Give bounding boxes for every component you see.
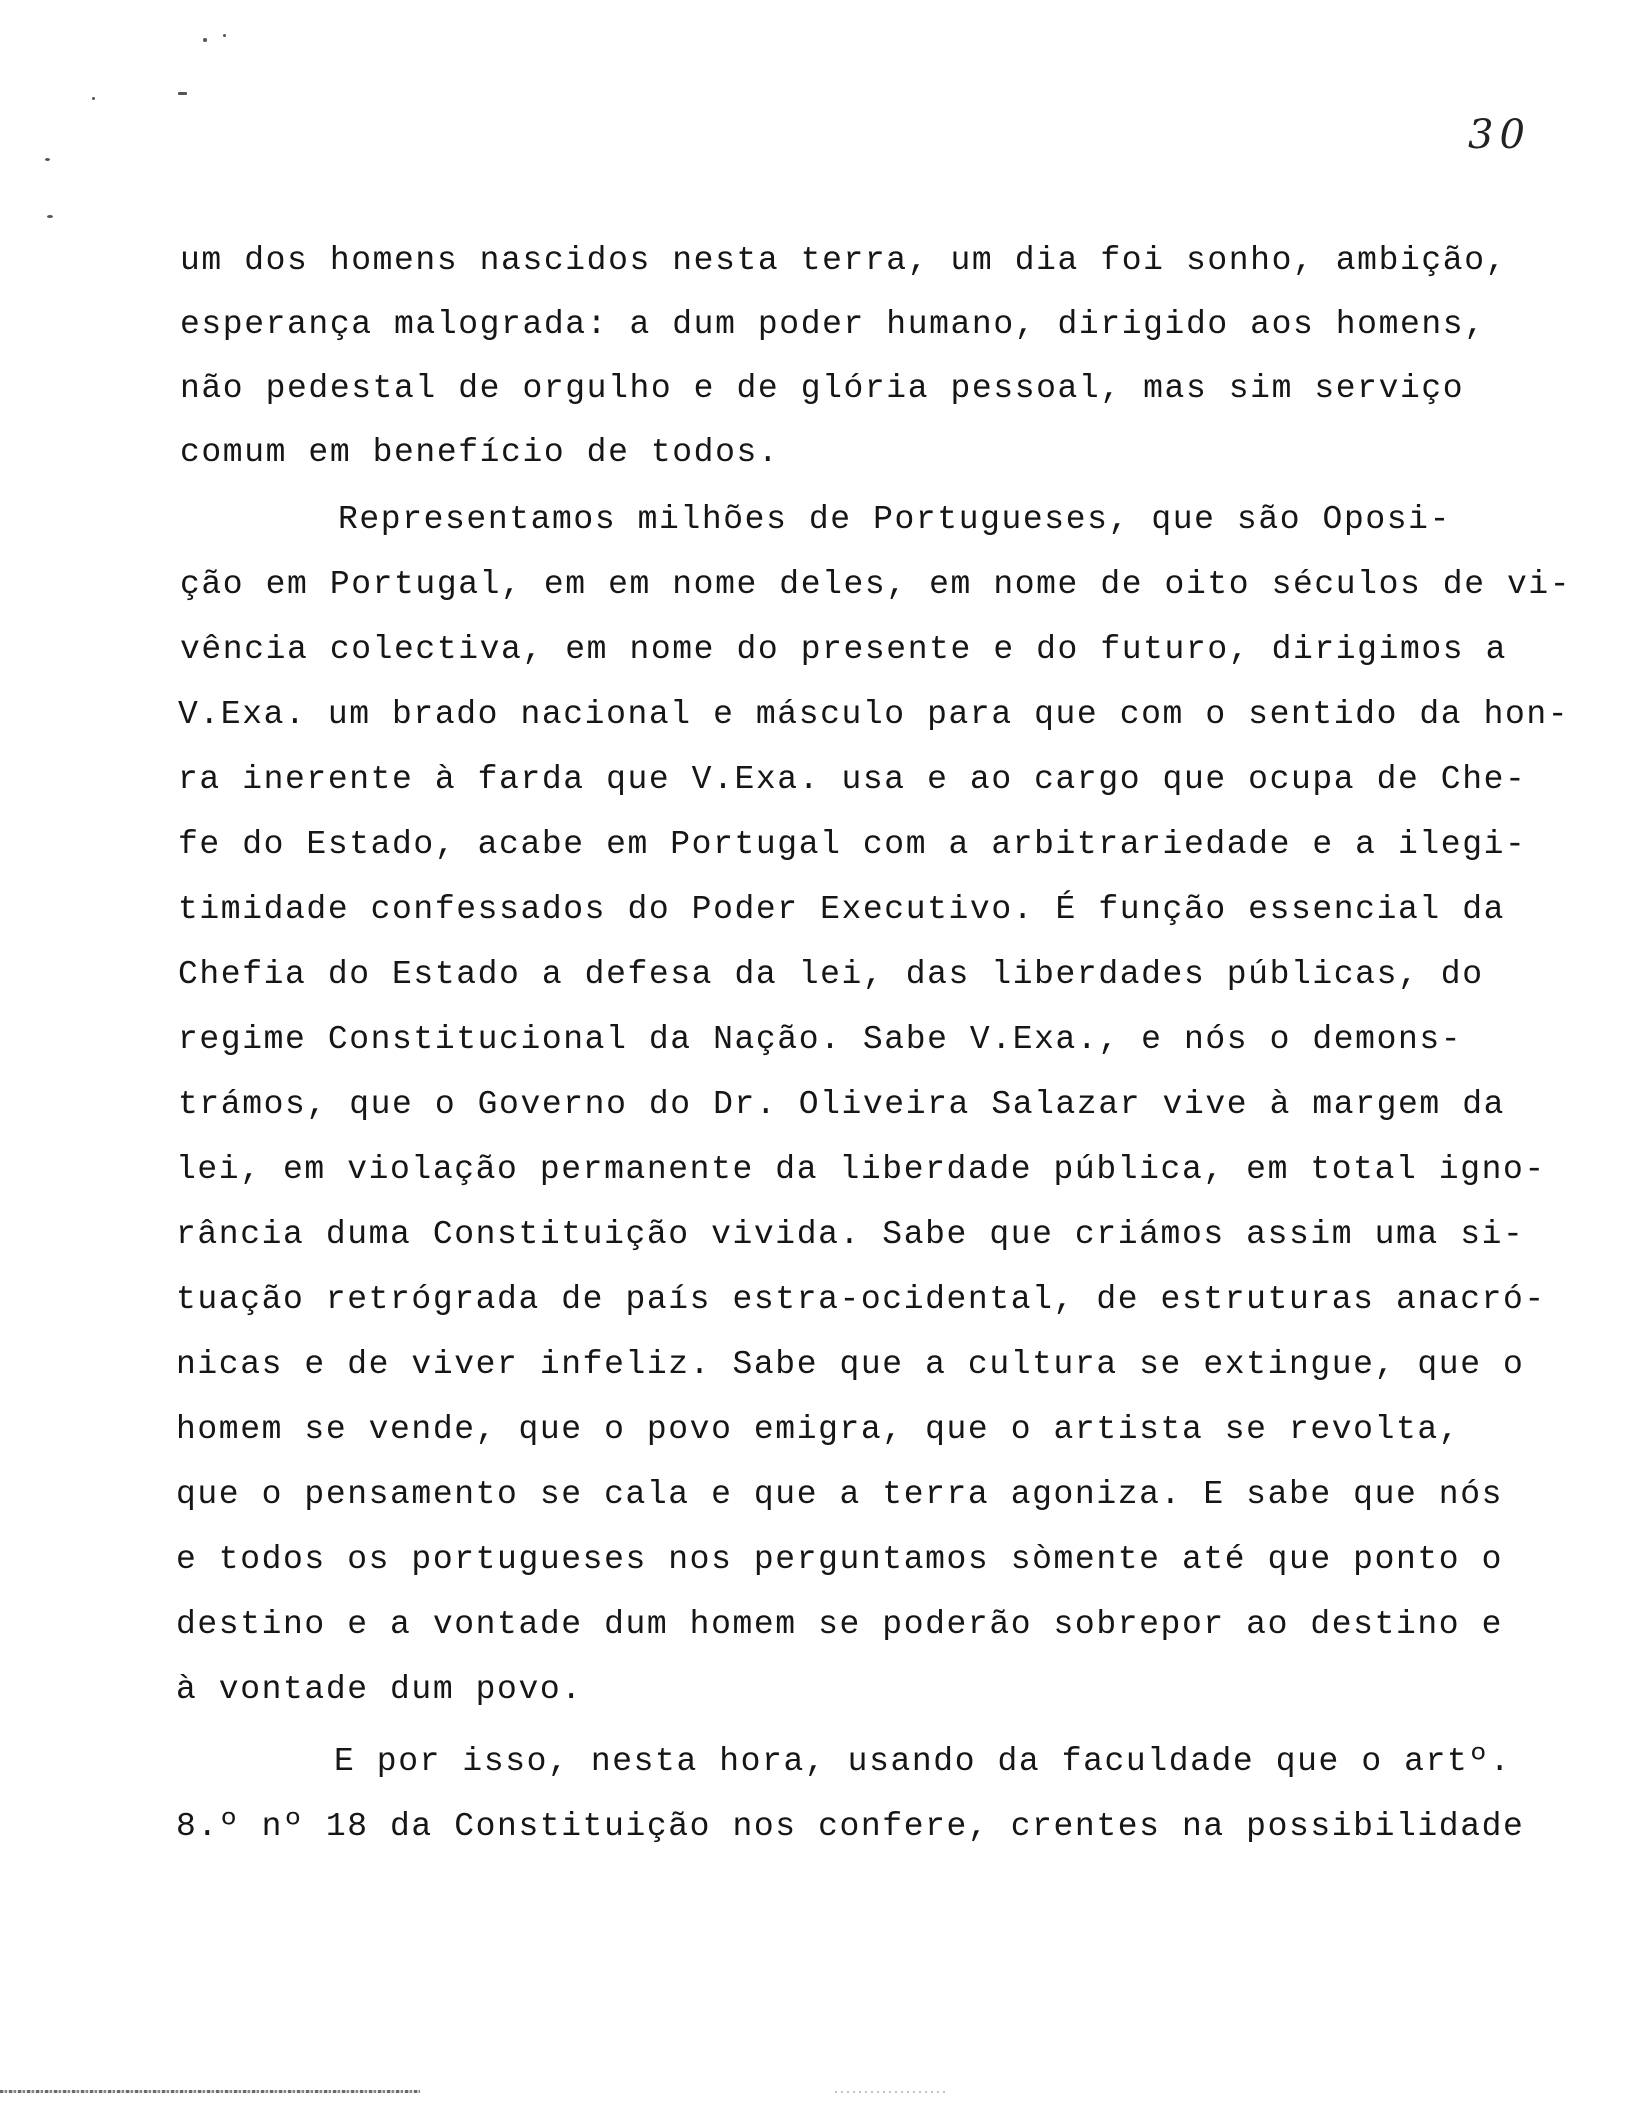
- text-line: comum em benefício de todos.: [180, 434, 780, 471]
- text-line: um dos homens nascidos nesta terra, um dia foi sonho, ambição,: [180, 242, 1507, 279]
- text-line: nicas e de viver infeliz. Sabe que a cultura se extingue, que o: [176, 1346, 1525, 1383]
- paragraph-start-line: Representamos milhões de Portugueses, que são Oposi-: [338, 501, 1451, 538]
- text-line: Chefia do Estado a defesa da lei, das liberdades públicas, do: [178, 956, 1484, 993]
- text-line: timidade confessados do Poder Executivo. É função essencial da: [178, 891, 1505, 928]
- text-line: fe do Estado, acabe em Portugal com a arbitrariedade e a ilegi-: [178, 826, 1527, 863]
- text-line: esperança malograda: a dum poder humano, dirigido aos homens,: [180, 306, 1486, 343]
- page-number: 30: [1468, 112, 1531, 158]
- text-line: que o pensamento se cala e que a terra agoniza. E sabe que nós: [176, 1476, 1503, 1513]
- scan-speck: [47, 215, 53, 218]
- scan-speck: [178, 92, 187, 95]
- text-line: não pedestal de orgulho e de glória pessoal, mas sim serviço: [180, 370, 1465, 407]
- text-line: lei, em violação permanente da liberdade pública, em total igno-: [176, 1151, 1546, 1188]
- scan-speck: [223, 34, 226, 37]
- scan-speck: [92, 97, 95, 100]
- paragraph-start-line: E por isso, nesta hora, usando da faculdade que o artº.: [334, 1743, 1512, 1780]
- text-line: trámos, que o Governo do Dr. Oliveira Salazar vive à margem da: [178, 1086, 1505, 1123]
- text-line: e todos os portugueses nos perguntamos sòmente até que ponto o: [176, 1541, 1503, 1578]
- scan-speck: [203, 38, 207, 42]
- text-line: ra inerente à farda que V.Exa. usa e ao cargo que ocupa de Che-: [178, 761, 1527, 798]
- text-line: vência colectiva, em nome do presente e do futuro, dirigimos a: [180, 631, 1507, 668]
- text-line: V.Exa. um brado nacional e másculo para que com o sentido da hon-: [178, 696, 1570, 733]
- text-line: rância duma Constituição vivida. Sabe que criámos assim uma si-: [176, 1216, 1525, 1253]
- scan-speck: [45, 158, 50, 161]
- text-line: ção em Portugal, em em nome deles, em nome de oito séculos de vi-: [180, 566, 1572, 603]
- text-line: 8.º nº 18 da Constituição nos confere, crentes na possibilidade: [176, 1808, 1525, 1845]
- text-line: à vontade dum povo.: [176, 1671, 583, 1708]
- text-line: destino e a vontade dum homem se poderão sobrepor ao destino e: [176, 1606, 1503, 1643]
- text-line: regime Constitucional da Nação. Sabe V.Exa., e nós o demons-: [178, 1021, 1463, 1058]
- text-line: homem se vende, que o povo emigra, que o artista se revolta,: [176, 1411, 1461, 1448]
- text-line: tuação retrógrada de país estra-ocidental, de estruturas anacró-: [176, 1281, 1546, 1318]
- scan-edge-artifact: [835, 2091, 945, 2093]
- scan-edge-artifact: [0, 2090, 420, 2093]
